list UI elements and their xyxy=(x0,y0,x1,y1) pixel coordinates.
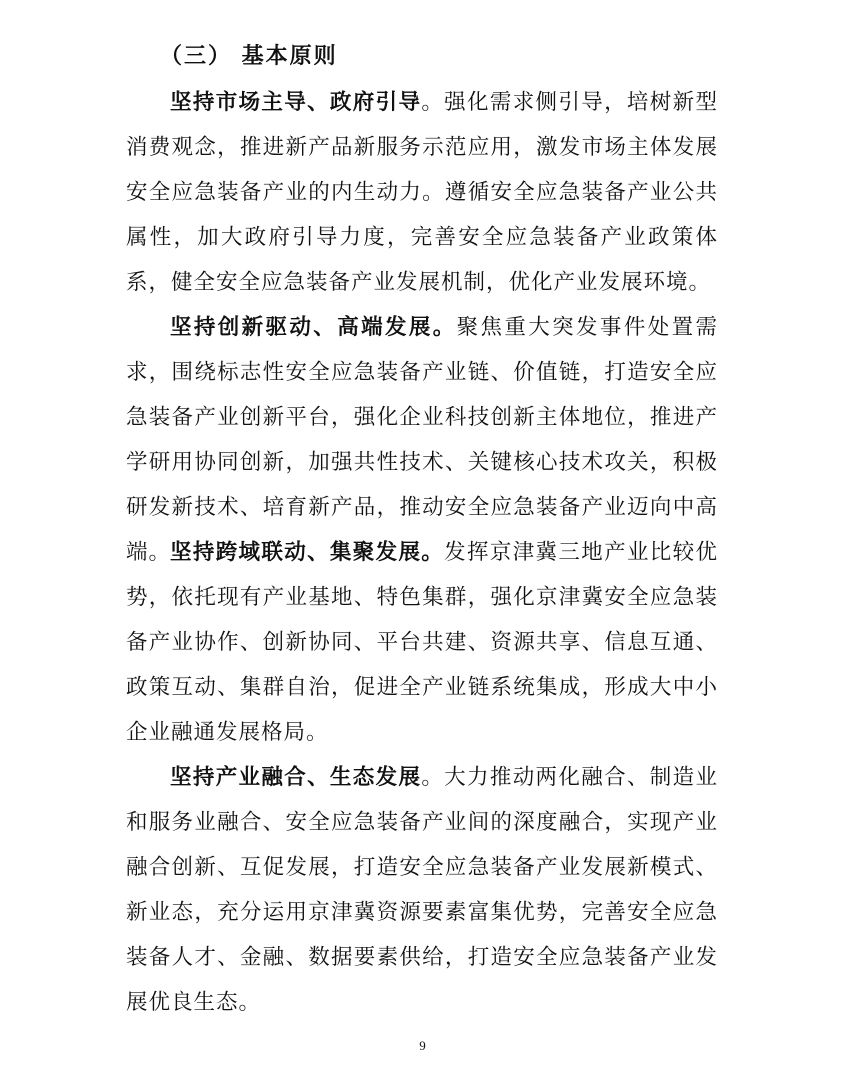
paragraph-industry-integration xyxy=(126,755,718,1025)
paragraph-lead: 坚持跨域联动、集聚发展。 xyxy=(170,540,445,565)
paragraph-body: 。强化需求侧引导，培树新型消费观念，推进新产品新服务示范应用，激发市场主体发展安全应急装备产业的内生动力。遵循安全应急装备产业公共属性，加大政府引导力度，完善安全应急装备产业政策体系，健全安全应急装备产业发展机制，优化产业发展环境。 xyxy=(126,90,718,295)
paragraph-body: 。大力推动两化融合、制造业和服务业融合、安全应急装备产业间的深度融合，实现产业融合创新、互促发展，打造安全应急装备产业发展新模式、新业态，充分运用京津冀资源要素富集优势，完善安全应急装备人才、金融、数据要素供给，打造安全应急装备产业发展优良生态。 xyxy=(126,765,718,1015)
paragraph-body: 发挥京津冀三地产业比较优势，依托现有产业基地、特色集群，强化京津冀安全应急装备产业协作、创新协同、平台共建、资源共享、信息互通、政策互动、集群自治，促进全产业链系统集成，形成大中小企业融通发展格局。 xyxy=(126,540,718,745)
page-number: 9 xyxy=(419,1038,426,1053)
paragraph-lead: 坚持产业融合、生态发展 xyxy=(170,765,422,790)
section-heading: （三） 基本原则 xyxy=(160,43,338,69)
paragraph-market-led xyxy=(126,80,718,305)
paragraph-cross-regional xyxy=(126,530,718,755)
paragraph-lead: 坚持创新驱动、高端发展。 xyxy=(170,315,457,340)
paragraph-body: 聚焦重大突发事件处置需求，围绕标志性安全应急装备产业链、价值链，打造安全应急装备产业创新平台，强化企业科技创新主体地位，推进产学研用协同创新，加强共性技术、关键核心技术攻关，积极研发新技术、培育新产品，推动安全应急装备产业迈向中高端。 xyxy=(126,315,718,565)
paragraph-lead: 坚持市场主导、政府引导 xyxy=(170,90,422,115)
